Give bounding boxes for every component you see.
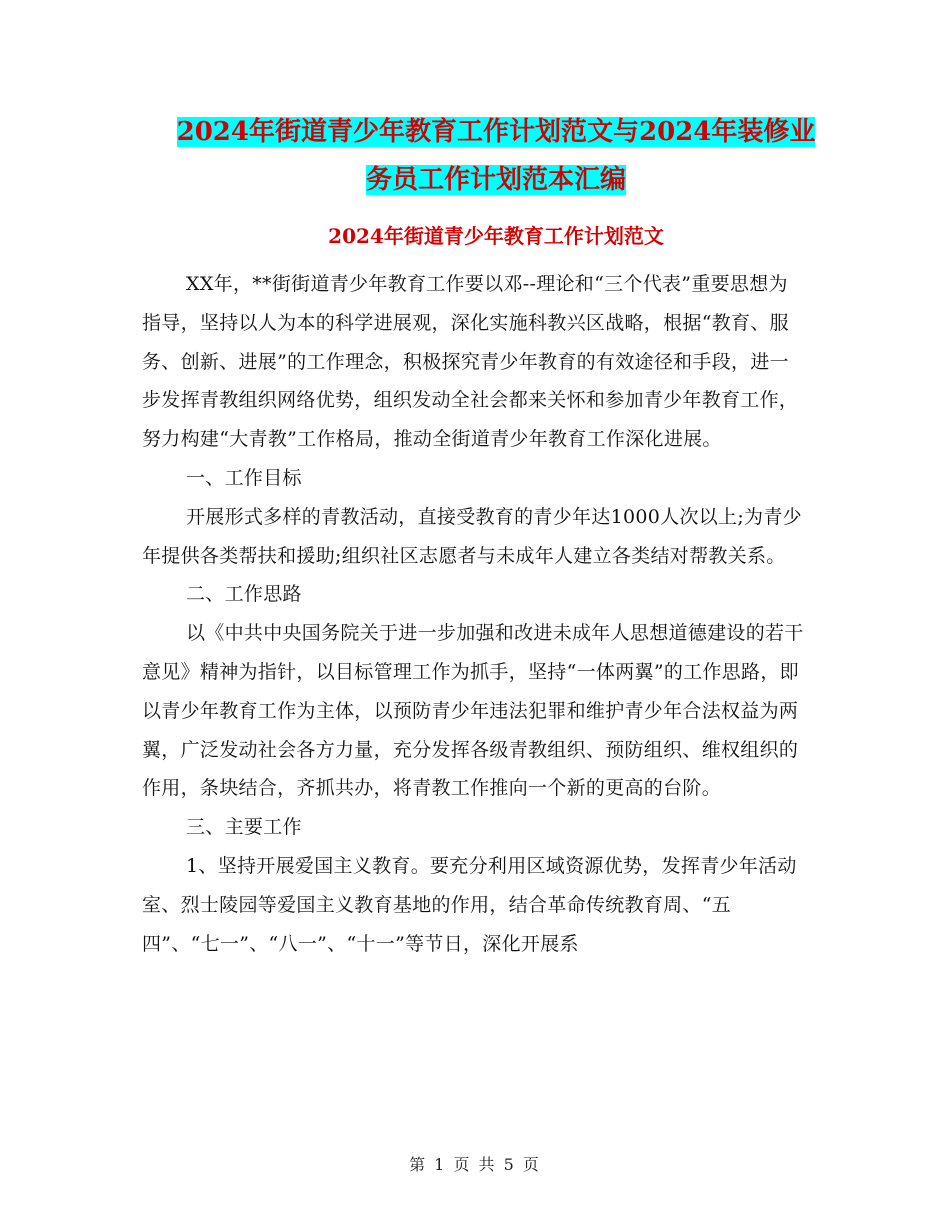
document-body: [142, 265, 806, 963]
paragraph-work-ideas: 以《中共中央国务院关于进一步加强和改进未成年人思想道德建设的若干意见》精神为指针，以目标管理工作为抓手，坚持“一体两翼”的工作思路，即以青少年教育工作为主体，以预防青少年违法犯罪和维护青少年合法权益为两翼，广泛发动社会各方力量，充分发挥各级青教组织、预防组织、维权组织的作用，条块结合，齐抓共办，将青教工作推向一个新的更高的台阶。: [142, 622, 804, 800]
document-title-line-2: 务员工作计划范本汇编: [365, 165, 626, 195]
document-title: [140, 108, 852, 204]
page-footer: 第 1 页 共 5 页: [409, 1155, 541, 1174]
heading-main-work: 三、主要工作: [186, 816, 302, 839]
section-title: 2024年街道青少年教育工作计划范文: [328, 224, 664, 248]
paragraph-main-work-1: 1、坚持开展爱国主义教育。要充分利用区域资源优势，发挥青少年活动室、烈士陵园等爱国主义教育基地的作用，结合革命传统教育周、“五四”、“七一”、“八一”、“十一”等节日，深化开展系: [142, 854, 797, 955]
paragraph-intro: XX年，**街街道青少年教育工作要以邓--理论和“三个代表”重要思想为指导，坚持以人为本的科学进展观，深化实施科教兴区战略，根据“教育、服务、创新、进展”的工作理念，积极探究青少年教育的有效途径和手段，进一步发挥青教组织网络优势，组织发动全社会都来关怀和参加青少年教育工作，努力构建“大青教”工作格局，推动全街道青少年教育工作深化进展。: [142, 273, 799, 451]
heading-work-ideas: 二、工作思路: [186, 583, 302, 606]
heading-work-goals: 一、工作目标: [186, 466, 302, 489]
paragraph-work-goals: 开展形式多样的青教活动，直接受教育的青少年达1000人次以上;为青少年提供各类帮扶和援助;组织社区志愿者与未成年人建立各类结对帮教关系。: [142, 505, 802, 567]
document-title-line-1: 2024年街道青少年教育工作计划范文与2024年装修业: [176, 117, 816, 147]
